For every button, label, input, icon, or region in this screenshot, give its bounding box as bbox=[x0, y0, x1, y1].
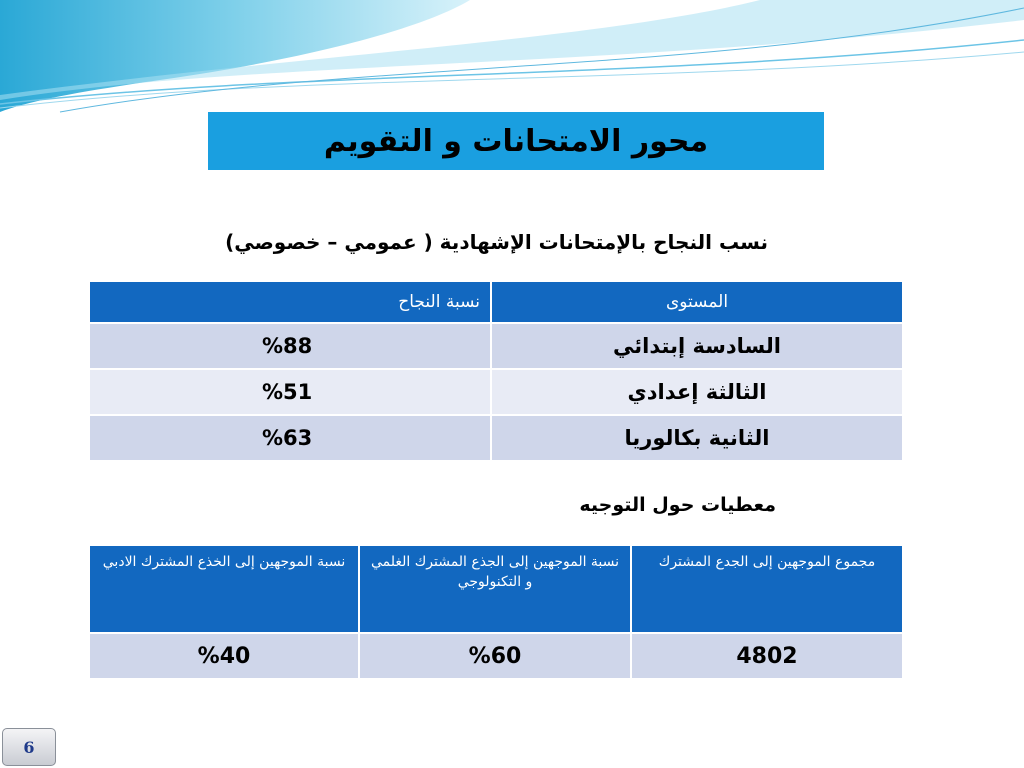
rate-cell: %88 bbox=[89, 323, 491, 369]
header-level: المستوى bbox=[491, 281, 903, 323]
level-cell: الثالثة إعدادي bbox=[491, 369, 903, 415]
decorative-wave-header bbox=[0, 0, 1024, 130]
table-header-row bbox=[89, 545, 903, 633]
header-success-rate: نسبة النجاح bbox=[89, 281, 491, 323]
level-cell: الثانية بكالوريا bbox=[491, 415, 903, 461]
header-literary-rate: نسبة الموجهين إلى الخذع المشترك الادبي bbox=[89, 545, 359, 633]
literary-rate-value: %40 bbox=[89, 633, 359, 679]
level-cell: السادسة إبتدائي bbox=[491, 323, 903, 369]
orientation-table bbox=[88, 544, 904, 680]
header-total-oriented: مجموع الموجهين إلى الجدع المشترك bbox=[631, 545, 903, 633]
scientific-rate-value: %60 bbox=[359, 633, 631, 679]
success-rates-heading: نسب النجاح بالإمتحانات الإشهادية ( عمومي – خصوصي) bbox=[225, 230, 768, 254]
table-header-row bbox=[89, 281, 903, 323]
table-row bbox=[89, 415, 903, 461]
table-row bbox=[89, 369, 903, 415]
slide-title: محور الامتحانات و التقويم bbox=[208, 112, 824, 170]
table-row bbox=[89, 323, 903, 369]
table-row bbox=[89, 633, 903, 679]
header-scientific-rate: نسبة الموجهين إلى الجذع المشترك الغلمي و التكنولوجي bbox=[359, 545, 631, 633]
orientation-heading: معطيات حول التوجيه bbox=[579, 494, 776, 516]
rate-cell: %51 bbox=[89, 369, 491, 415]
rate-cell: %63 bbox=[89, 415, 491, 461]
success-rates-table bbox=[88, 280, 904, 462]
total-oriented-value: 4802 bbox=[631, 633, 903, 679]
page-number-badge: 6 bbox=[2, 728, 56, 766]
